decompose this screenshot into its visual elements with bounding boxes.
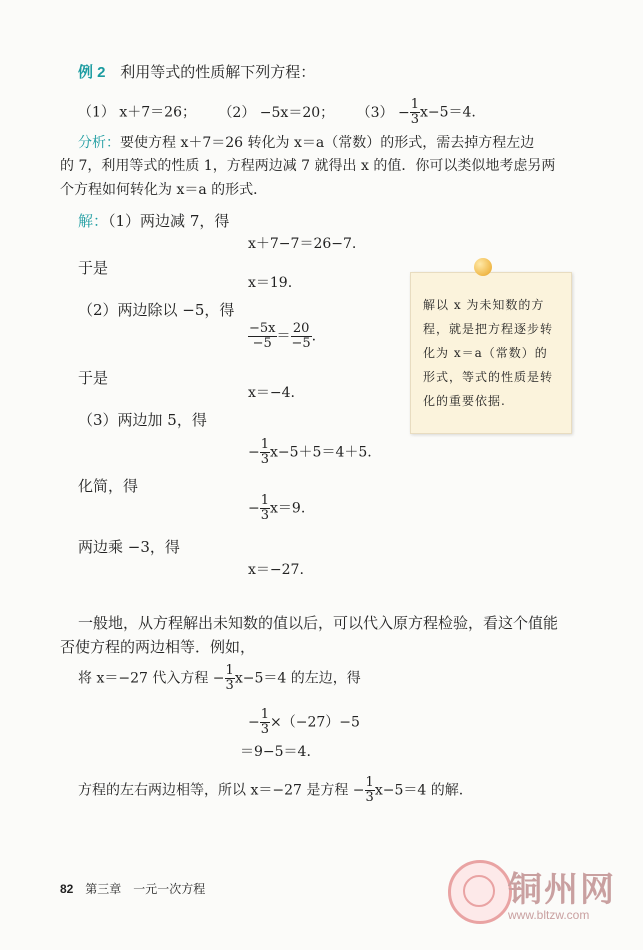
example-header bbox=[78, 62, 315, 83]
solution-step-4: 两边乘 −3，得 bbox=[78, 538, 180, 556]
check-substitution: 将 x＝−27 代入方程 − $\frac{1}{3}$ x−5＝4 的左边，得 bbox=[78, 663, 361, 693]
problem-2: （2） −5x＝20； bbox=[218, 104, 335, 121]
equation-4: − $\frac{1}{3}$ x＝9. bbox=[248, 493, 306, 523]
watermark-logo-icon bbox=[448, 860, 512, 924]
page-number: 82 bbox=[60, 882, 74, 896]
fraction-one-third: $\frac{1}{3}$ bbox=[410, 97, 419, 127]
watermark-title: 铜州网 bbox=[508, 870, 616, 910]
problem-list bbox=[78, 98, 476, 127]
analysis-label: 分析： bbox=[78, 134, 120, 150]
answer-2: x＝−4. bbox=[248, 385, 295, 401]
solution-step-2: （2）两边除以 −5，得 bbox=[78, 301, 235, 319]
example-label: 例 2 bbox=[78, 64, 106, 81]
problem-3-prefix: （3） − bbox=[356, 104, 410, 121]
pushpin-icon bbox=[474, 258, 492, 276]
sticky-note bbox=[410, 272, 572, 434]
analysis-line-1: 分析：要使方程 x＋7＝26 转化为 x＝a（常数）的形式，需去掉方程左边 bbox=[78, 134, 535, 151]
answer-1: x＝19. bbox=[248, 275, 293, 291]
example-title: 利用等式的性质解下列方程： bbox=[120, 63, 316, 81]
solution-step-1: 解：（1）两边减 7，得 bbox=[78, 212, 230, 230]
check-paragraph-1: 一般地，从方程解出未知数的值以后，可以代入原方程检验，看这个值能 bbox=[78, 614, 559, 632]
text-yushi-1: 于是 bbox=[78, 259, 109, 277]
solution-label: 解： bbox=[78, 213, 109, 230]
equation-2: $\frac{-5x}{-5}$ ＝ $\frac{20}{-5}$ . bbox=[249, 321, 317, 351]
analysis-line-2: 的 7，利用等式的性质 1，方程两边减 7 就得出 x 的值．你可以类似地考虑另两 bbox=[60, 158, 556, 174]
check-conclusion: 方程的左右两边相等，所以 x＝−27 是方程 − $\frac{1}{3}$ x−5＝4 的解. bbox=[78, 775, 464, 805]
check-calc-1: − $\frac{1}{3}$ ×（−27）−5 bbox=[248, 707, 360, 737]
equation-1: x＋7−7＝26−7. bbox=[248, 236, 357, 252]
problem-3-suffix: x−5＝4. bbox=[419, 104, 476, 121]
text-simplify: 化简，得 bbox=[78, 477, 139, 495]
solution-step-3: （3）两边加 5，得 bbox=[78, 411, 207, 429]
problem-1: （1） x＋7＝26； bbox=[78, 104, 196, 121]
analysis-line-3: 个方程如何转化为 x＝a 的形式． bbox=[60, 182, 268, 198]
answer-3: x＝−27. bbox=[248, 562, 304, 578]
note-text: 解以 x 为未知数的方程，就是把方程逐步转化为 x＝a（常数）的形式，等式的性质是转化的重要依据. bbox=[423, 298, 554, 408]
check-calc-2: ＝9−5＝4. bbox=[240, 744, 311, 760]
equation-3: − $\frac{1}{3}$ x−5＋5＝4＋5. bbox=[248, 437, 372, 467]
chapter-title: 第三章 一元一次方程 bbox=[85, 882, 206, 896]
check-paragraph-2: 否使方程的两边相等．例如， bbox=[60, 638, 256, 656]
text-yushi-2: 于是 bbox=[78, 369, 109, 387]
watermark-url: www.bltzw.com bbox=[508, 908, 590, 922]
page-footer bbox=[60, 880, 205, 897]
